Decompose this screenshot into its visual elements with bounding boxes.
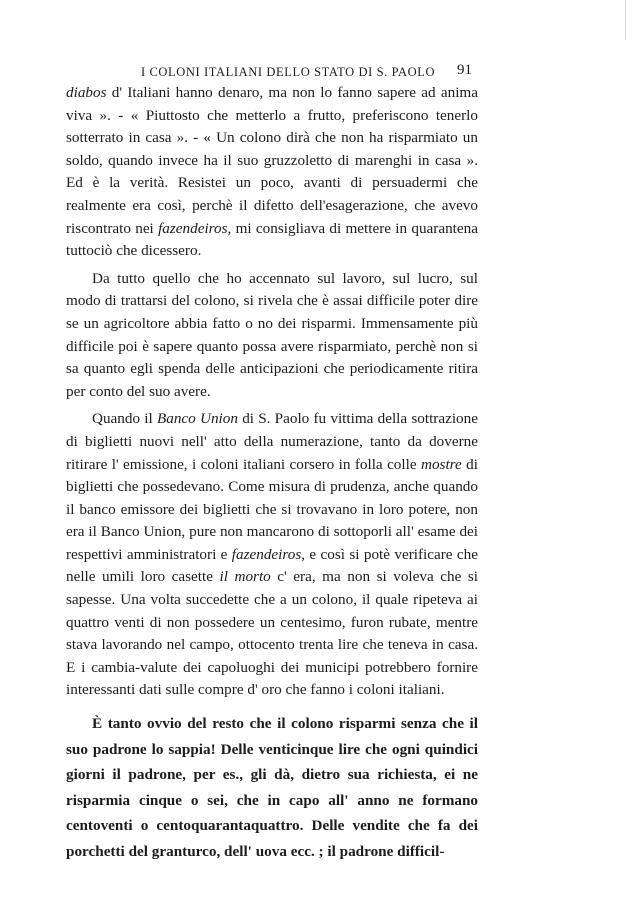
italic-term: Banco Union bbox=[156, 410, 238, 428]
body-text bbox=[66, 82, 478, 864]
running-title: I COLONI ITALIANI DELLO STATO DI S. PAOLO bbox=[141, 65, 436, 79]
text-run: di biglietti che possedevano. Come misura di prudenza, anche quando il banco emissore dei biglietti che si trovavano in loro potere, non era il Banco Union, pure non mancarono di sottoporli all' esame dei respettivi amministratori e bbox=[66, 455, 478, 563]
paragraph-3 bbox=[66, 408, 478, 702]
text-run: c' era, ma non si voleva che si sapesse. Una volta succedette che a un colono, il quale ripeteva ai quattro venti di non possedere un centesimo, furon rubate, mentre stava lavorando nel campo, ottocento trenta lire che teneva in casa. E i cambia-valute dei capoluoghi dei municipi potrebbero fornire interessanti dati sulle compre d' oro che fanno i coloni italiani. bbox=[66, 568, 479, 699]
page-number: 91 bbox=[457, 62, 472, 78]
italic-term: il morto bbox=[219, 568, 271, 586]
paragraph-4 bbox=[66, 711, 478, 864]
italic-term: diabos bbox=[66, 84, 107, 101]
italic-term: fazendeiros bbox=[158, 219, 228, 237]
italic-term: fazendeiros bbox=[231, 545, 302, 563]
paragraph-1 bbox=[66, 82, 478, 263]
text-run: d' Italiani hanno denaro, ma non lo fanno sapere ad anima viva ». - « Piuttosto che metterlo a frutto, preferiscono tenerlo sotterrato in casa ». - « Un colono dirà che non ha risparmiato un soldo, quando invece ha il suo gruzzoletto di marenghi in casa ». Ed è la verità. Resistei un poco, avanti di persuadermi che realmente era così, perchè il difetto dell'esagerazione, che avevo riscontrato nei bbox=[66, 84, 478, 237]
paragraph-2 bbox=[66, 268, 478, 404]
text-run: Quando il bbox=[92, 410, 157, 428]
text-run: È tanto ovvio del resto che il colono risparmi senza che il suo padrone lo sappia! Delle venticinque lire che ogni quindici giorni il padrone, per es., gli dà, dietro sua richiesta, ei ne risparmia cinque o sei, che in capo all' anno ne formano centoventi o centoquarantaquattro. Delle vendite che fa dei porchetti del granturco, dell' uova ecc. ; il padrone difficil- bbox=[66, 715, 478, 860]
text-run: di S. Paolo fu vittima della sottrazione di biglietti nuovi nell' atto della numerazione, tanto da doverne ritirare l' emissione, i coloni italiani corsero in folla colle bbox=[66, 410, 478, 473]
running-head bbox=[66, 56, 478, 82]
text-run: , mi consigliava di mettere in quarantena tuttociò che dicessero. bbox=[66, 219, 478, 260]
text-run: , e così si potè verificare che nelle umili loro casette bbox=[66, 545, 478, 586]
page-content bbox=[66, 56, 478, 864]
text-run: Da tutto quello che ho accennato sul lavoro, sul lucro, sul modo di trattarsi del colono, si rivela che è assai difficile poter dire se un agricoltore abbia fatto o no dei risparmi. Immensamente più difficile poi è sapere quanto possa avere risparmiato, perchè non si sa quanto egli spenda delle anticipazioni che periodicamente ritira per conto del suo avere. bbox=[66, 269, 478, 400]
italic-term: mostre bbox=[420, 455, 462, 473]
